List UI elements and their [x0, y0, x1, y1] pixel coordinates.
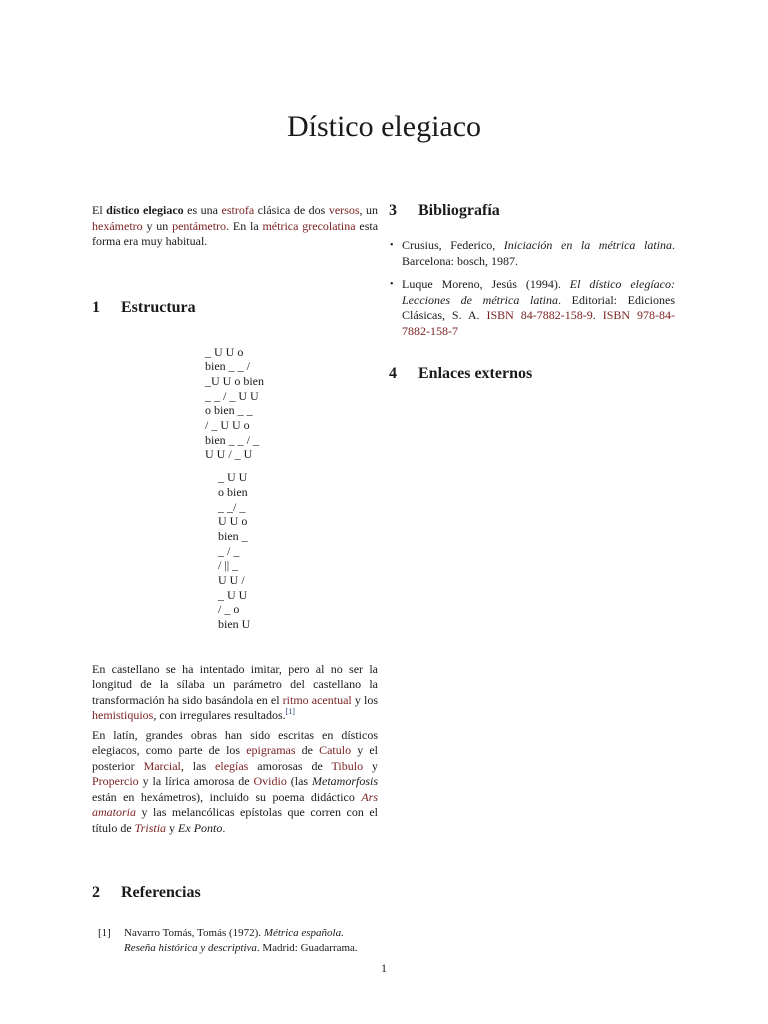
link-versos[interactable]: versos	[328, 203, 360, 217]
verse-line: _ U U	[218, 587, 248, 602]
link-elegias[interactable]: elegías	[215, 758, 249, 773]
reference-number: [1]	[98, 927, 111, 940]
link-tibulo[interactable]: Tibulo	[331, 758, 364, 773]
section-heading-bibliografia: 3 Bibliografía	[389, 202, 500, 219]
verse-line: _ / _	[218, 543, 240, 558]
link-tristia[interactable]: Tristia	[134, 820, 167, 835]
bibliography-list	[389, 238, 675, 339]
castellano-paragraph: En castellano se ha intentado imitar, pero al no ser la longitud de la sílaba un parámetro del castellano la transformación ha sido basándola en el ritmo acentual y los hemistiquios, con irregulares resultados.[1]	[92, 661, 378, 723]
section-heading-referencias: 2 Referencias	[92, 884, 201, 902]
link-epigramas[interactable]: epigramas	[246, 743, 296, 758]
link-hemistiquios[interactable]: hemistiquios	[92, 708, 154, 723]
verse-line: / || _	[218, 558, 239, 573]
page-number: 1	[381, 961, 387, 975]
intro-paragraph: El dístico elegiaco es una estrofa clásica de dos versos, un hexámetro y un pentámetro. En la métrica grecolatina esta forma era muy habitual.	[92, 203, 379, 248]
page-title: Dístico elegiaco	[286, 110, 482, 143]
link-ovidio[interactable]: Ovidio	[253, 774, 287, 789]
link-ars-amatoria[interactable]: Ars amatoria	[92, 789, 378, 820]
link-propercio[interactable]: Propercio	[92, 774, 139, 789]
link-ritmo-acentual[interactable]: ritmo acentual	[282, 692, 352, 707]
verse-line: _U U o bien	[205, 373, 264, 388]
section-heading-enlaces-externos: 4 Enlaces externos	[389, 365, 533, 382]
list-item: • Luque Moreno, Jesús (1994). El dístico elegíaco: Lecciones de métrica latina. Editorial: Ediciones Clásicas, S. A. ISBN 84-7882-158-9. ISBN 978-84-7882-158-7	[389, 277, 675, 339]
verse-line: U U /	[218, 573, 245, 588]
right-column	[389, 202, 675, 383]
link-catulo[interactable]: Catulo	[319, 743, 352, 758]
verse-line: _ _/ _	[218, 499, 246, 514]
list-item: • Crusius, Federico, Iniciación en la métrica latina. Barcelona: bosch, 1987.	[389, 238, 675, 269]
verse-line: bien _ _ /	[205, 359, 250, 374]
verse-line: bien _	[218, 528, 248, 543]
term-bold: dístico elegiaco	[106, 203, 184, 217]
left-column	[92, 203, 378, 956]
link-isbn-10[interactable]: ISBN 84-7882-158-9	[486, 308, 593, 322]
link-hexametro[interactable]: hexámetro	[92, 218, 143, 233]
link-isbn-13[interactable]: ISBN 978-84-7882-158-7	[402, 308, 676, 338]
link-pentametro[interactable]: pentámetro	[172, 218, 227, 233]
citation-link[interactable]: [1]	[285, 707, 295, 717]
verse-block-2	[218, 470, 258, 632]
verse-line: U U / _ U	[205, 447, 253, 462]
verse-line: _ U U o	[205, 344, 244, 359]
verse-block-1	[205, 345, 269, 463]
link-marcial[interactable]: Marcial	[143, 758, 181, 773]
reference-item: [1] Navarro Tomás, Tomás (1972). Métrica española. Reseña histórica y descriptiva. Madrid: Guadarrama.	[92, 926, 378, 956]
section-heading-estructura: 1 Estructura	[92, 298, 196, 316]
verse-line: bien _ _ / _	[205, 432, 259, 447]
latin-paragraph: En latín, grandes obras han sido escritas en dísticos elegiacos, como parte de los epigramas de Catulo y el posterior Marcial, las elegías amorosas de Tibulo y Propercio y la lírica amorosa de Ovidio (las Metamorfosis están en hexámetros), incluido su poema didáctico Ars amatoria y las melancólicas epístolas que corren con el título de Tristia y Ex Ponto.	[92, 727, 378, 835]
link-metrica-grecolatina[interactable]: métrica grecolatina	[262, 218, 356, 233]
verse-line: o bien _ _	[205, 403, 253, 418]
verse-line: U U o	[218, 514, 248, 529]
link-estrofa[interactable]: estrofa	[221, 203, 255, 217]
verse-line: o bien	[218, 484, 248, 499]
verse-line: bien U	[218, 617, 251, 632]
verse-line: / _ o	[218, 602, 240, 617]
verse-line: / _ U U o	[205, 418, 250, 433]
verse-line: _ U U	[218, 470, 248, 485]
verse-line: _ _ / _ U U	[205, 388, 259, 403]
